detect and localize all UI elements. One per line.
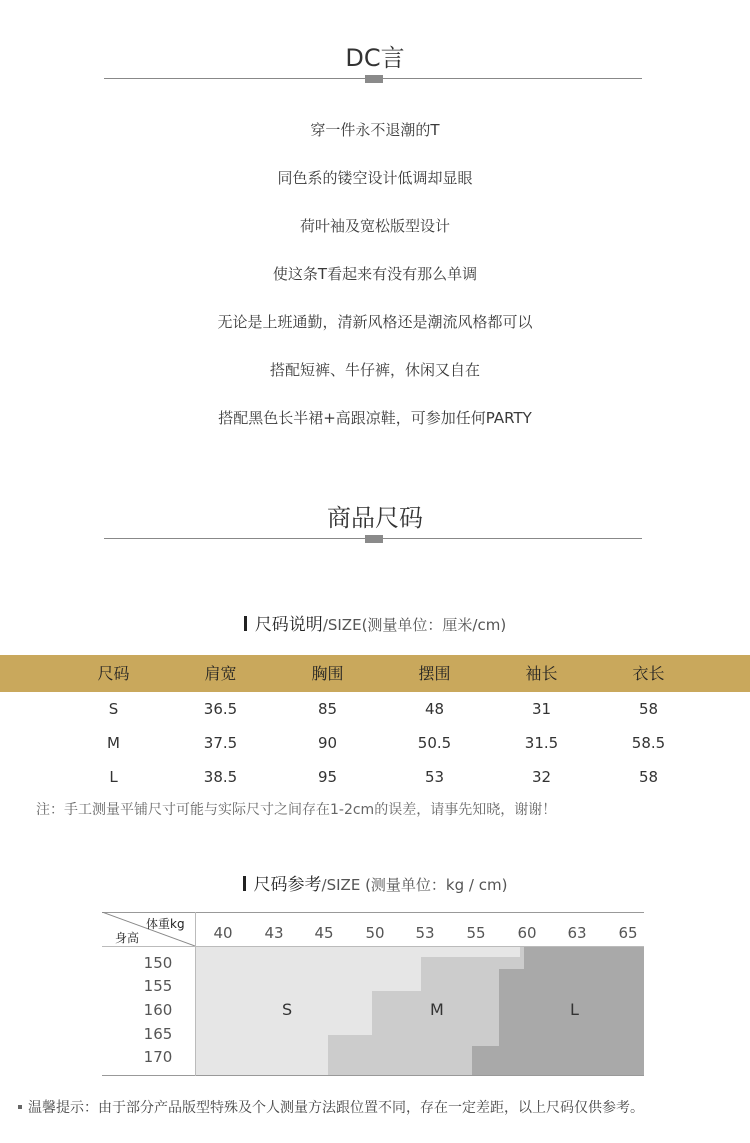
- size-reference-heading-unit: /SIZE (测量单位：kg / cm): [321, 876, 508, 894]
- weight-tick: 53: [415, 924, 435, 942]
- size-divider-mark: [365, 535, 383, 543]
- measurement-note: 注：手工测量平铺尺寸可能与实际尺寸之间存在1-2cm的误差，请事先知晓，谢谢！: [36, 802, 557, 818]
- table-cell: 37.5: [203, 734, 238, 752]
- table-cell: 95: [317, 768, 338, 786]
- size-table: [0, 655, 750, 794]
- size-section-title: 商品尺码: [327, 504, 423, 532]
- column-header: 摆围: [418, 664, 451, 683]
- size-reference-heading-label: 尺码参考: [253, 875, 322, 895]
- height-tick: 165: [143, 1025, 173, 1043]
- intro-line: 同色系的镂空设计低调却显眼: [277, 169, 473, 187]
- table-cell: 58: [638, 700, 659, 718]
- heading-bar: [243, 876, 246, 891]
- column-header: 袖长: [525, 664, 558, 683]
- size-reference-chart: [102, 912, 644, 1076]
- zone-label-m: M: [430, 1000, 444, 1019]
- weight-tick: 43: [264, 924, 284, 942]
- column-header: 胸围: [311, 664, 344, 683]
- intro-title: DC言: [345, 44, 405, 72]
- weight-tick: 45: [314, 924, 334, 942]
- table-cell: 53: [424, 768, 445, 786]
- size-chart-heading: [0, 610, 750, 635]
- reference-column-line: [195, 912, 196, 1076]
- intro-line: 搭配黑色长半裙+高跟凉鞋，可参加任何PARTY: [218, 409, 532, 427]
- table-row: [0, 726, 750, 760]
- reference-header-line: [102, 946, 644, 947]
- bullet-icon: [18, 1105, 22, 1109]
- height-axis-label: 身高: [115, 931, 140, 945]
- intro-line: 无论是上班通勤，清新风格还是潮流风格都可以: [217, 313, 533, 331]
- intro-line: 搭配短裤、牛仔裤，休闲又自在: [269, 361, 480, 379]
- weight-tick: 50: [365, 924, 385, 942]
- size-chart-heading-unit: /SIZE(测量单位：厘米/cm): [322, 616, 507, 634]
- table-cell: 31.5: [524, 734, 559, 752]
- size-chart-heading-label: 尺码说明: [254, 615, 323, 635]
- zone-label-s: S: [282, 1000, 293, 1019]
- table-row: [0, 760, 750, 794]
- table-cell: 32: [531, 768, 552, 786]
- table-cell: 31: [531, 700, 552, 718]
- table-cell: 85: [317, 700, 338, 718]
- intro-divider-mark: [365, 75, 383, 83]
- table-cell: 50.5: [417, 734, 452, 752]
- table-cell: 48: [424, 700, 445, 718]
- table-cell: 58.5: [631, 734, 666, 752]
- reference-bottom-line: [102, 1075, 644, 1076]
- table-cell: 38.5: [203, 768, 238, 786]
- weight-tick: 40: [213, 924, 233, 942]
- intro-line: 荷叶袖及宽松版型设计: [299, 217, 450, 235]
- column-header: 衣长: [632, 664, 665, 683]
- intro-lines: [0, 116, 750, 452]
- size-table-header: [0, 655, 750, 692]
- intro-line: 使这条T看起来有没有那么单调: [272, 265, 478, 283]
- table-cell: L: [109, 768, 118, 786]
- table-cell: 58: [638, 768, 659, 786]
- height-tick: 170: [143, 1048, 173, 1066]
- reminder-note: [18, 1097, 644, 1117]
- table-cell: S: [108, 700, 119, 718]
- weight-tick: 65: [618, 924, 638, 942]
- column-header: 尺码: [97, 664, 130, 683]
- size-reference-heading: [0, 870, 750, 895]
- table-cell: 90: [317, 734, 338, 752]
- table-cell: 36.5: [203, 700, 238, 718]
- height-tick: 155: [143, 977, 173, 995]
- weight-tick: 55: [466, 924, 486, 942]
- zone-label-l: L: [570, 1000, 579, 1019]
- weight-axis-label: 体重kg: [146, 917, 185, 931]
- reminder-text: 温馨提示：由于部分产品版型特殊及个人测量方法跟位置不同，存在一定差距，以上尺码仅供参考。: [28, 1100, 644, 1116]
- table-cell: M: [107, 734, 120, 752]
- heading-bar: [244, 616, 247, 631]
- height-tick: 160: [143, 1001, 173, 1019]
- column-header: 肩宽: [204, 664, 237, 683]
- table-row: [0, 692, 750, 726]
- height-tick: 150: [143, 954, 173, 972]
- weight-tick: 63: [567, 924, 587, 942]
- weight-tick: 60: [517, 924, 537, 942]
- intro-line: 穿一件永不退潮的T: [310, 121, 440, 139]
